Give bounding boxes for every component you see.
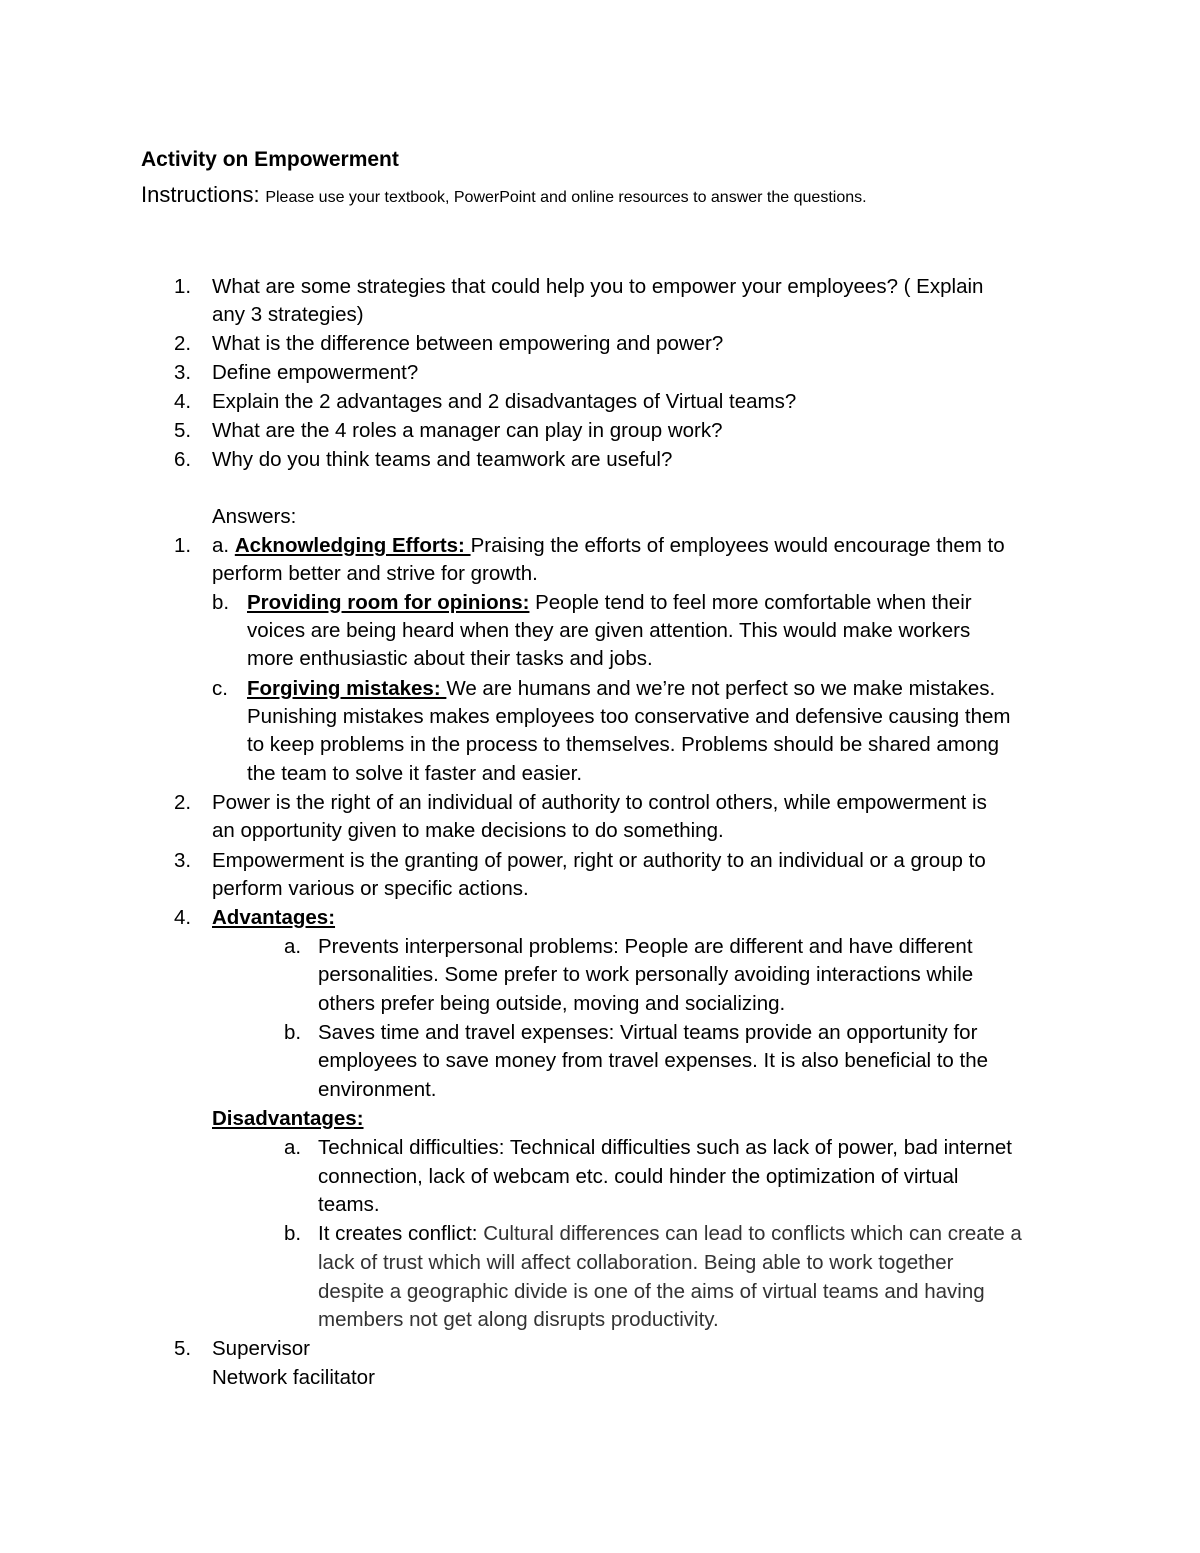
- disadvantage-b-line-3: despite a geographic divide is one of the aims of virtual teams and having: [318, 1280, 985, 1303]
- answer-1a-line-2: perform better and strive for growth.: [212, 562, 538, 585]
- list-marker: a.: [284, 1136, 302, 1159]
- question-number: 3.: [174, 361, 192, 384]
- instructions-label: Instructions:: [141, 182, 260, 207]
- answer-1b-text: People tend to feel more comfortable when their: [529, 591, 972, 614]
- answer-1b-line-2: voices are being heard when they are given attention. This would make workers: [247, 619, 971, 642]
- answer-number: 5.: [174, 1337, 192, 1360]
- answer-1a-line-1: [212, 532, 1005, 560]
- disadvantage-b-line-2: lack of trust which will affect collaboration. Being able to work together: [318, 1251, 954, 1274]
- disadvantage-a-line-2: connection, lack of webcam etc. could hinder the optimization of virtual: [318, 1165, 959, 1188]
- question-2: What is the difference between empowering and power?: [212, 332, 724, 355]
- question-1-line-1: What are some strategies that could help you to empower your employees? ( Explain: [212, 275, 984, 298]
- advantages-heading: Advantages:: [212, 906, 336, 929]
- answer-3-line-2: perform various or specific actions.: [212, 877, 529, 900]
- disadvantage-b-lead: It creates conflict:: [318, 1222, 478, 1245]
- answer-number: 1.: [174, 534, 192, 557]
- list-marker: b.: [284, 1021, 302, 1044]
- advantage-a-line-3: others prefer being outside, moving and socializing.: [318, 992, 786, 1015]
- advantage-b-line-1: Saves time and travel expenses: Virtual teams provide an opportunity for: [318, 1021, 978, 1044]
- question-number: 5.: [174, 419, 192, 442]
- answer-number: 2.: [174, 791, 192, 814]
- disadvantage-b-line-4: members not get along disrupts productivity.: [318, 1308, 719, 1331]
- advantage-a-line-2: personalities. Some prefer to work personally avoiding interactions while: [318, 963, 974, 986]
- answers-heading: Answers:: [212, 505, 297, 528]
- answer-2-line-1: Power is the right of an individual of authority to control others, while empowerment is: [212, 791, 987, 814]
- list-marker: a.: [212, 534, 230, 557]
- answer-1c-text: We are humans and we’re not perfect so we make mistakes.: [446, 677, 996, 700]
- answer-1c-line-3: to keep problems in the process to themselves. Problems should be shared among: [247, 733, 1000, 756]
- instructions-line: [141, 181, 867, 212]
- answer-5-line-1: Supervisor: [212, 1337, 310, 1360]
- disadvantage-b-text: Cultural differences can lead to conflicts which can create a: [477, 1222, 1022, 1245]
- list-marker: c.: [212, 677, 228, 700]
- question-5: What are the 4 roles a manager can play in group work?: [212, 419, 723, 442]
- answer-1b-term: Providing room for opinions:: [247, 591, 530, 614]
- question-1-line-2: any 3 strategies): [212, 303, 364, 326]
- answer-1c-line-4: the team to solve it faster and easier.: [247, 762, 583, 785]
- answer-number: 3.: [174, 849, 192, 872]
- question-number: 6.: [174, 448, 192, 471]
- list-marker: a.: [284, 935, 302, 958]
- advantage-b-line-3: environment.: [318, 1078, 437, 1101]
- answer-2-line-2: an opportunity given to make decisions to do something.: [212, 819, 724, 842]
- question-6: Why do you think teams and teamwork are useful?: [212, 448, 673, 471]
- answer-1c-term: Forgiving mistakes:: [247, 677, 447, 700]
- document-title: Activity on Empowerment: [141, 148, 399, 171]
- disadvantage-b-line-1: [318, 1220, 1022, 1248]
- disadvantage-a-line-3: teams.: [318, 1193, 380, 1216]
- answer-3-line-1: Empowerment is the granting of power, right or authority to an individual or a group to: [212, 849, 986, 872]
- question-3: Define empowerment?: [212, 361, 419, 384]
- disadvantages-heading: Disadvantages:: [212, 1107, 364, 1130]
- question-number: 2.: [174, 332, 192, 355]
- answer-1b-line-3: more enthusiastic about their tasks and jobs.: [247, 647, 653, 670]
- answer-1a-text: Praising the efforts of employees would encourage them to: [470, 534, 1005, 557]
- answer-1c-line-1: [247, 675, 995, 703]
- advantage-b-line-2: employees to save money from travel expenses. It is also beneficial to the: [318, 1049, 989, 1072]
- question-4: Explain the 2 advantages and 2 disadvantages of Virtual teams?: [212, 390, 797, 413]
- advantage-a-line-1: Prevents interpersonal problems: People are different and have different: [318, 935, 973, 958]
- answer-1a-term: Acknowledging Efforts:: [234, 534, 471, 557]
- answer-1b-line-1: [247, 589, 972, 617]
- disadvantage-a-line-1: Technical difficulties: Technical difficulties such as lack of power, bad internet: [318, 1136, 1012, 1159]
- answer-5-line-2: Network facilitator: [212, 1366, 375, 1389]
- list-marker: b.: [284, 1222, 302, 1245]
- list-marker: b.: [212, 591, 230, 614]
- answer-number: 4.: [174, 906, 192, 929]
- answer-1c-line-2: Punishing mistakes makes employees too conservative and defensive causing them: [247, 705, 1011, 728]
- question-number: 4.: [174, 390, 192, 413]
- instructions-text: Please use your textbook, PowerPoint and online resources to answer the questions.: [265, 189, 867, 206]
- question-number: 1.: [174, 275, 192, 298]
